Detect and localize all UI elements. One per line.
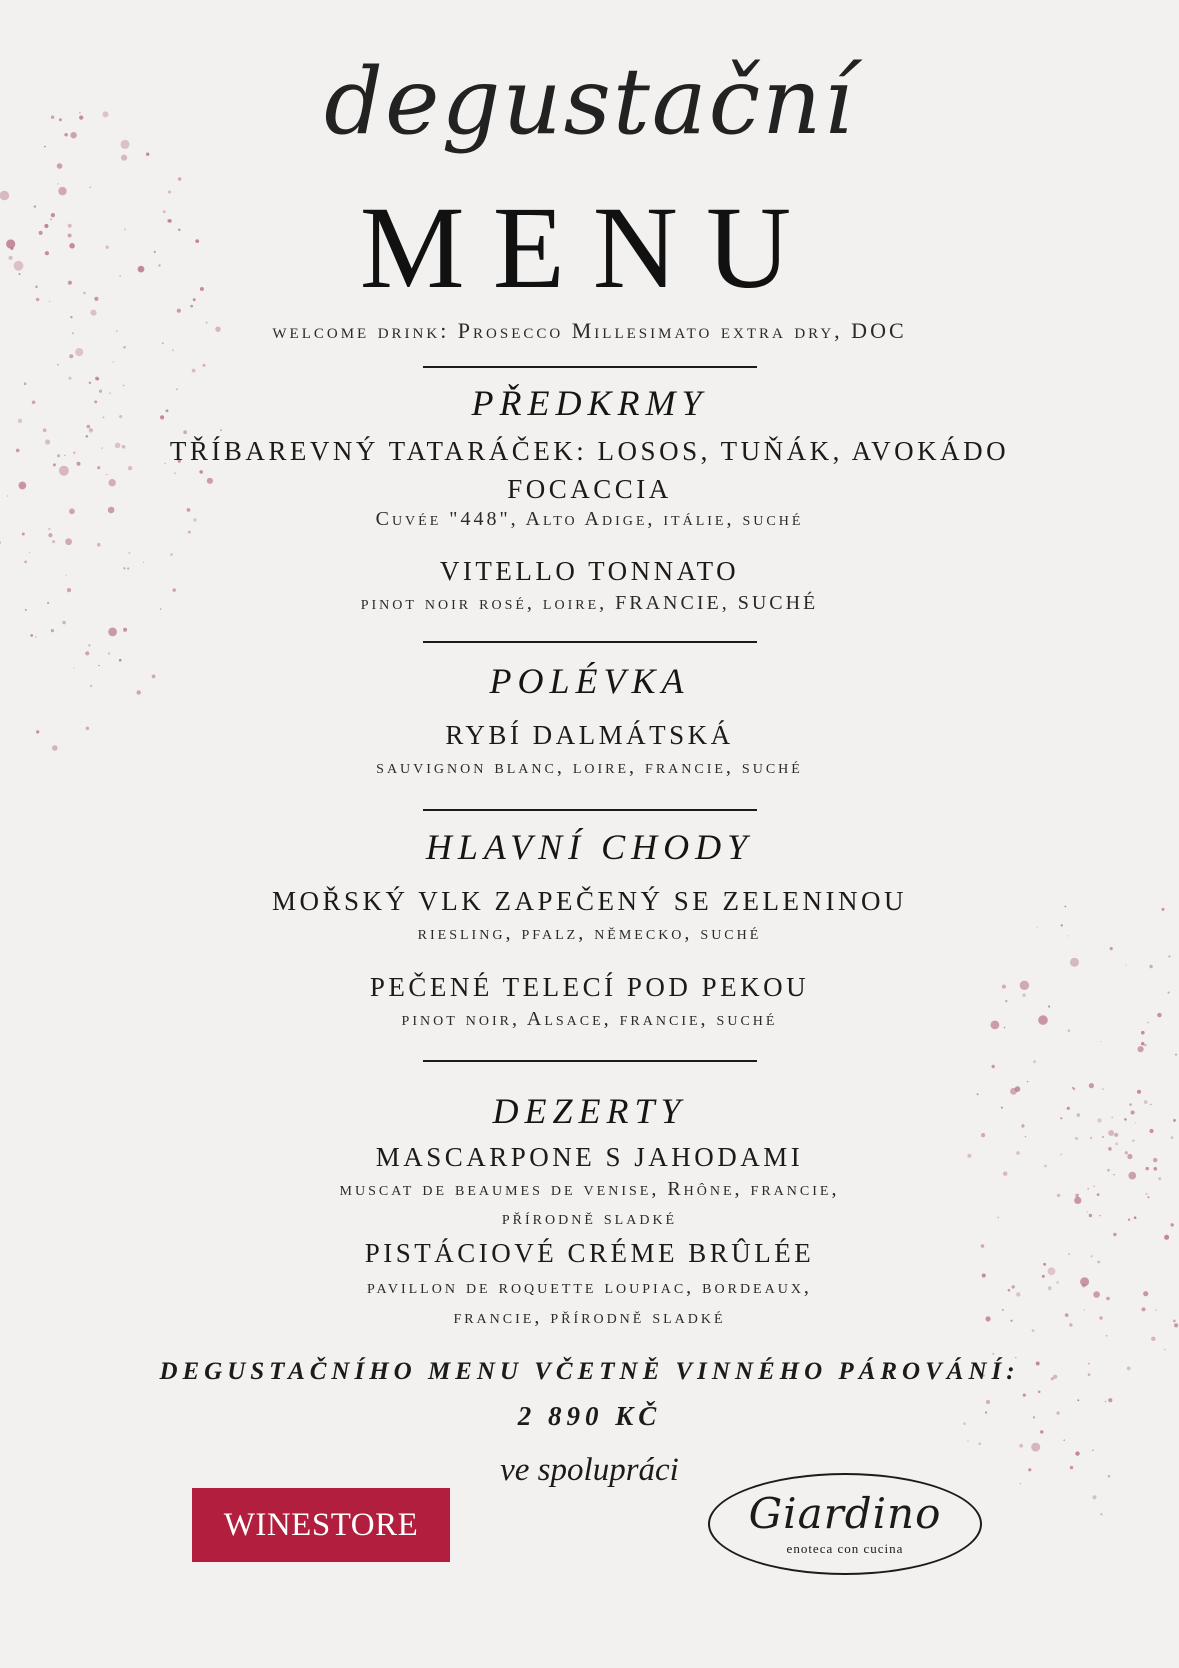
dish-name: MOŘSKÝ VLK ZAPEČENÝ SE ZELENINOU [272, 886, 907, 916]
wine-pairing: pinot noir rosé, loire, FRANCIE, SUCHÉ [360, 592, 819, 614]
paint-speck [183, 430, 187, 434]
paint-speck [1072, 1087, 1074, 1089]
paint-speck [992, 1065, 995, 1068]
paint-speck [1126, 965, 1127, 966]
paint-speck [52, 540, 55, 543]
paint-speck [1149, 965, 1152, 968]
paint-speck [30, 634, 33, 637]
section-title-predkrmy: PŘEDKRMY [471, 383, 708, 423]
paint-speck [1114, 1133, 1118, 1137]
paint-speck [981, 1133, 985, 1137]
section-title-hlavni-chody: HLAVNÍ CHODY [425, 827, 754, 867]
paint-speck [1032, 1329, 1035, 1332]
paint-speck [1113, 1174, 1114, 1175]
paint-speck [1031, 1443, 1040, 1452]
paint-speck [43, 428, 47, 432]
dish-name: MASCARPONE S JAHODAMI [375, 1142, 804, 1172]
paint-speck [1102, 1136, 1104, 1138]
paint-speck [220, 429, 222, 431]
paint-speck [87, 425, 91, 429]
divider [423, 809, 757, 811]
paint-speck [188, 531, 191, 534]
paint-speck [172, 349, 174, 351]
paint-speck [1164, 1349, 1166, 1351]
giardino-logo-subtitle: enoteca con cucina [786, 1541, 904, 1556]
dish-name: PEČENÉ TELECÍ POD PEKOU [369, 972, 810, 1002]
paint-speck [65, 538, 72, 545]
paint-speck [1025, 1136, 1027, 1138]
paint-speck [1171, 1136, 1174, 1139]
paint-speck [992, 1353, 994, 1355]
paint-speck [88, 644, 90, 646]
paint-speck [1100, 1041, 1101, 1042]
wine-pairing: Cuvée "448", Alto Adige, itálie, suché [375, 508, 804, 530]
paint-speck [1033, 1060, 1036, 1063]
wine-pairing: pinot noir, Alsace, francie, suché [401, 1008, 778, 1030]
paint-speck [1063, 1439, 1065, 1441]
paint-speck [1175, 1054, 1177, 1056]
paint-speck [108, 652, 111, 655]
page-title: MENU [359, 182, 820, 313]
paint-speck [1168, 955, 1170, 957]
paint-speck [89, 429, 93, 433]
paint-speck [1100, 1513, 1102, 1515]
paint-speck [128, 552, 130, 554]
wine-pairing: muscat de beaumes de venise, Rhône, francie, [339, 1178, 840, 1200]
paint-speck [967, 1440, 968, 1441]
paint-speck [1151, 1337, 1155, 1341]
paint-speck [1144, 1044, 1146, 1046]
paint-speck [69, 377, 72, 380]
paint-speck [192, 369, 196, 373]
wine-pairing: sauvignon blanc, loire, francie, suché [376, 756, 803, 778]
divider [423, 1060, 757, 1062]
paint-speck [1093, 1495, 1097, 1499]
paint-speck [113, 361, 115, 363]
price: 2 890 KČ [517, 1401, 662, 1431]
paint-speck [1090, 1137, 1092, 1139]
dish-name: TŘÍBAREVNÝ TATARÁČEK: LOSOS, TUŇÁK, AVOKÁDO [169, 436, 1010, 466]
paint-speck [1027, 1081, 1029, 1083]
paint-speck [1038, 1391, 1041, 1394]
paint-speck [22, 533, 25, 536]
winestore-logo [192, 1488, 450, 1562]
paint-speck [1110, 947, 1113, 950]
paint-speck [1089, 1083, 1094, 1088]
paint-speck [69, 354, 73, 358]
winestore-logo-text: WINESTORE [223, 1506, 419, 1543]
paint-speck [85, 651, 89, 655]
paint-speck [35, 636, 37, 638]
paint-speck [1106, 1335, 1108, 1337]
paint-speck [75, 348, 83, 356]
paint-speck [96, 378, 99, 381]
paint-speck [1141, 1031, 1145, 1035]
wine-pairing-continued: přírodně sladké [501, 1207, 678, 1229]
paint-speck [48, 533, 52, 537]
paint-speck [57, 163, 63, 169]
dish-name: PISTÁCIOVÉ CRÉME BRÛLÉE [364, 1238, 815, 1268]
paint-speck [1092, 1450, 1094, 1452]
paint-speck [108, 628, 117, 637]
giardino-logo-name: Giardino [748, 1489, 942, 1538]
paint-speck [123, 346, 126, 349]
paint-speck [1023, 1394, 1026, 1397]
wine-pairing-continued: francie, přírodně sladké [453, 1306, 726, 1328]
paint-speck [123, 628, 127, 632]
dish-name-continued: FOCACCIA [507, 474, 672, 504]
divider [423, 641, 757, 643]
script-title: degustační [324, 48, 855, 155]
paint-speck [1141, 1042, 1144, 1045]
dish-name: RYBÍ DALMÁTSKÁ [445, 720, 734, 750]
paint-speck [979, 1443, 981, 1445]
paint-speck [1138, 1046, 1144, 1052]
wine-pairing: pavillon de roquette loupiac, bordeaux, [367, 1276, 812, 1298]
paint-speck [57, 364, 59, 366]
section-title-dezerty: DEZERTY [492, 1091, 687, 1131]
paint-speck [51, 629, 54, 632]
paint-speck [29, 552, 30, 553]
pairing-note: DEGUSTAČNÍHO MENU VČETNĚ VINNÉHO PÁROVÁNÍ: [159, 1358, 1020, 1385]
paint-speck [1113, 1233, 1116, 1236]
collaboration-note: ve spolupráci [500, 1452, 679, 1488]
paint-speck [121, 155, 127, 161]
welcome-drink: welcome drink: Prosecco Millesimato extra dry, DOC [272, 318, 907, 343]
giardino-logo [708, 1473, 982, 1575]
paint-speck [1070, 958, 1079, 967]
section-title-polevka: POLÉVKA [489, 661, 690, 701]
paint-speck [203, 364, 206, 367]
paint-speck [1019, 1444, 1023, 1448]
dish-name: VITELLO TONNATO [439, 556, 740, 586]
paint-speck [97, 543, 101, 547]
paint-speck [1075, 1137, 1078, 1140]
paint-speck [0, 541, 1, 543]
paint-speck [62, 621, 66, 625]
wine-pairing: riesling, pfalz, německo, suché [417, 922, 762, 944]
divider [423, 366, 757, 368]
